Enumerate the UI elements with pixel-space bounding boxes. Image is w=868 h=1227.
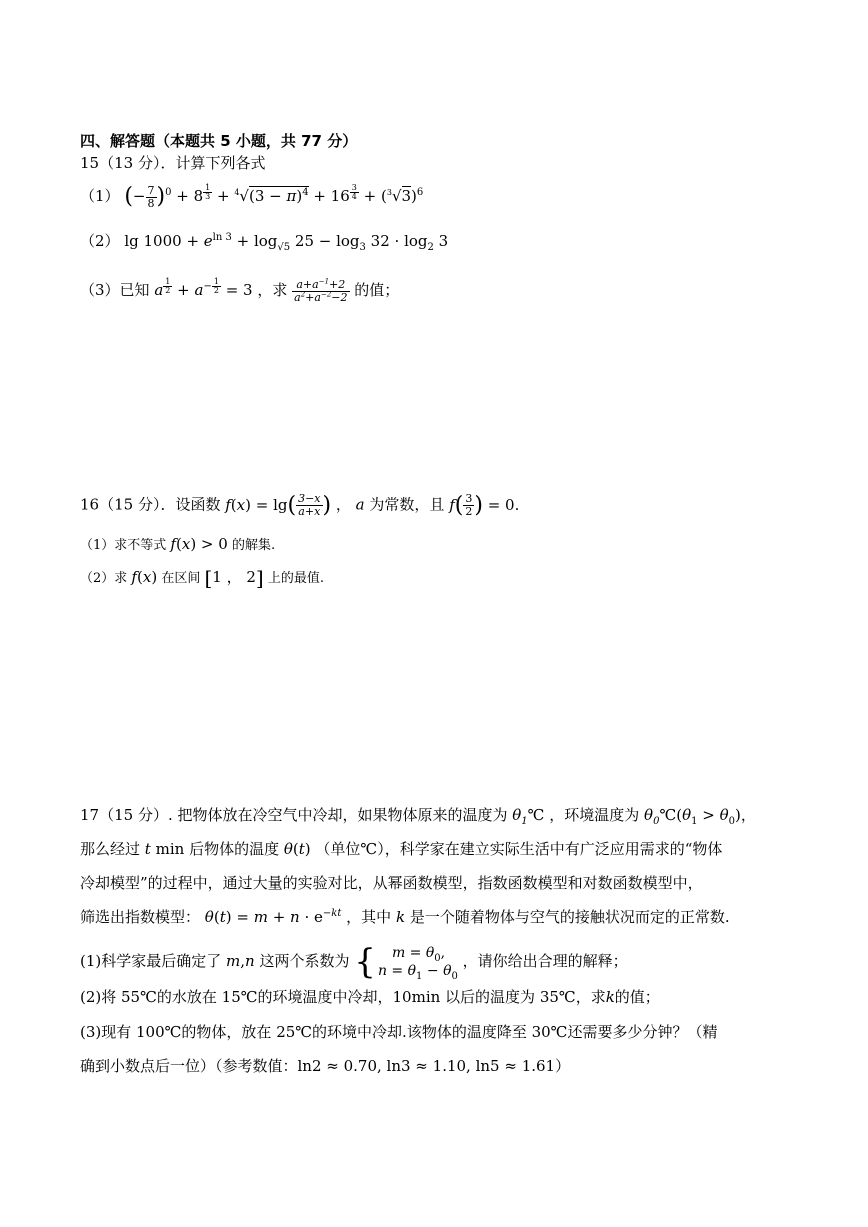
q16-part2-mid: 在区间 [161, 571, 201, 586]
q15-part3-fraction: $\frac{a+a^{-1}+2}{a^2+a^{-2}-2}$ [294, 276, 348, 304]
q17-sub1-b: 这两个系数为 [259, 952, 350, 970]
q17-line1: 17（15 分）. 把物体放在冷空气中冷却，如果物体原来的温度为 $\theta_1℃$ ，环境温度为 $\theta_0℃(\theta_1 > \theta_0)$， [80, 806, 756, 827]
q16-condition: f( $\frac{3}{2}$ ) = 0. [449, 492, 520, 518]
q16-part2-suffix: 上的最值. [267, 571, 324, 586]
q17-mn: m [226, 952, 241, 970]
q17-theta-t: θ [283, 840, 293, 858]
q17-line2: 那么经过 t min 后物体的温度 θ(t) （单位℃），科学家在建立实际生活中有广泛应用需求的“物体 [80, 840, 723, 858]
q17-k-symbol: k [395, 908, 406, 926]
q17-sub2-k: k [605, 988, 615, 1006]
q17-sub3-line1: (3)现有 100℃的物体，放在 25℃的环境中冷却.该物体的温度降至 30℃还需要多少分钟？（精 [80, 1023, 718, 1041]
q17-theta1: $\theta_1$ [512, 806, 528, 827]
q15-part2 [80, 231, 448, 251]
q16-part1-prefix: （1）求不等式 [80, 538, 167, 553]
q17-line2-a: 那么经过 [80, 840, 141, 858]
q16-part1-suffix: 的解集. [231, 538, 276, 553]
q17-line1-a: 17（15 分）. 把物体放在冷空气中冷却，如果物体原来的温度为 [80, 806, 508, 824]
q17-system: { $m = \theta_0$, $n = \theta_1 - \theta_0$ [354, 942, 458, 982]
q17-sub2-end: 的值； [614, 988, 660, 1006]
q15-part1 [80, 184, 423, 210]
q17-line1-b: ，环境温度为 [549, 806, 640, 824]
q16-title-mid: ， [335, 495, 351, 514]
q17-sub3-line2: 确到小数点后一位）（参考数值：ln2 ≈ 0.70, ln3 ≈ 1.10, ln5 ≈ 1.61） [80, 1057, 571, 1075]
q16-part2-interval: [1 ， 2] [204, 566, 264, 590]
q17-line4-c: 是一个随着物体与空气的接触状况而定的正常数. [409, 908, 730, 926]
q15-part1-expr: (− $\frac{7}{8}$ )$^0$ + 8 $^{\frac{1}{3}}$ + $^4√(3 - \pi)^4 + 16$ $^{\frac{3}{4}}$ + $(^3√3)^6$ [124, 183, 424, 210]
q15-part3-mid: ，求 [257, 281, 288, 299]
section-header: 四、解答题（本题共 5 小题，共 77 分） [80, 132, 358, 150]
q17-line4-b: ，其中 [346, 908, 392, 926]
q17-sub1: (1)科学家最后确定了 m,n 这两个系数为 { $m = \theta_0$, $n = \theta_1 - \theta_0$ ，请你给出合理的解释； [80, 942, 628, 982]
q15-part3-cond: a $^{\frac{1}{2}}$ + $a^{- \frac{1}{2}}$ = 3 [154, 277, 258, 299]
q15-title: 15（13 分）．计算下列各式 [80, 154, 266, 172]
q17-sub2 [80, 987, 660, 1007]
q16-a-symbol: a [355, 495, 365, 514]
q17-model: $\theta(t) = m + n \cdot e^{-kt}$ [204, 908, 342, 926]
q16-part2-prefix: （2）求 [80, 571, 128, 586]
q17-line2-b: 后物体的温度 [189, 840, 280, 858]
q16-part1-ineq: f(x) > 0 [170, 535, 228, 553]
q16-part2-fx: f(x) [131, 568, 158, 586]
q15-part3-end: 的值； [354, 281, 400, 299]
q17-line4-a: 筛选出指数模型： [80, 908, 201, 926]
q17-line4 [80, 907, 730, 927]
q15-part2-expr: $\lg 1000 + e^{ln 3} + \log_{√5} 25 - \log_3 32 \cdot \log_2 3$ [124, 232, 449, 253]
q17-line2-c: （单位℃），科学家在建立实际生活中有广泛应用需求的“物体 [315, 840, 723, 858]
q15-part1-label: （1） [80, 187, 120, 205]
q17-theta0: $\theta_0$ [644, 806, 660, 827]
q17-sub2-text: (2)将 55℃的水放在 15℃的环境温度中冷却，10min 以后的温度为 35℃，求 [80, 988, 606, 1006]
q17-t-min: t min [144, 840, 185, 858]
q16-part2 [80, 567, 324, 589]
q15-part3-label: （3）已知 [80, 281, 150, 299]
q17-line3: 冷却模型”的过程中，通过大量的实验对比，从幂函数模型，指数函数模型和对数函数模型中， [80, 874, 703, 892]
q17-sub1-a: (1)科学家最后确定了 [80, 952, 222, 970]
q16-title-prefix: 16（15 分）．设函数 [80, 495, 221, 514]
q16-title-a-text: 为常数，且 [369, 495, 445, 514]
q16-title [80, 493, 519, 518]
q16-part1 [80, 534, 275, 556]
q16-function: f(x) = lg( $\frac{3-x}{a+x}$ ) [225, 492, 332, 518]
q17-sub1-c: ，请你给出合理的解释； [462, 952, 628, 970]
q15-part2-label: （2） [80, 232, 120, 250]
q15-part3 [80, 278, 399, 304]
